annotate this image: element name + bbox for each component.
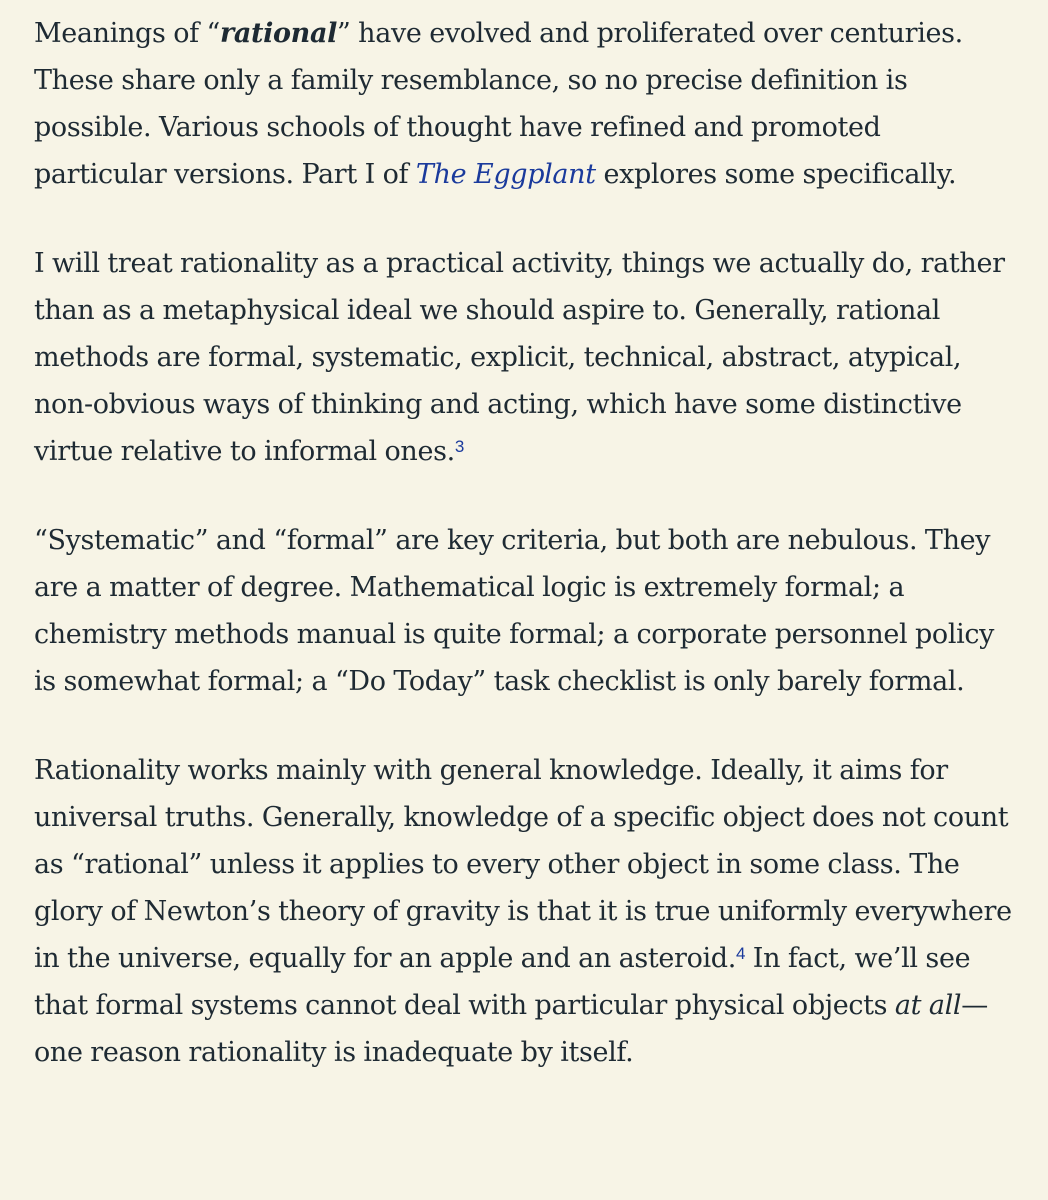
p2-text: I will treat rationality as a practical activity, things we actually do, rather than as a metaphysical ideal we should aspire to. Generally, rational methods are formal, systematic, explicit, technical, abstract, atypical, non-obvious ways of thinking and acting, which have some distinctive virtue relative to informal ones. (34, 248, 1005, 467)
paragraph-meanings-of-rational (34, 10, 1012, 198)
p4-lead-text: Rationality works mainly with general knowledge. Ideally, it aims for universal truths. Generally, knowledge of a specific object does not count as “rational” unless it applies to every other object in some class. The glory of Newton’s theory of gravity is that it is true uniformly everywhere in the universe, equally for an apple and an asteroid. (34, 755, 1012, 974)
p3-text: “Systematic” and “formal” are key criteria, but both are nebulous. They are a matter of degree. Mathematical logic is extremely formal; a chemistry methods manual is quite formal; a corporate personnel policy is somewhat formal; a “Do Today” task checklist is only barely formal. (34, 525, 995, 697)
paragraph-practical-activity (34, 240, 1012, 475)
p1-lead-text: Meanings of “ (34, 18, 220, 49)
p1-tail-text: explores some specifically. (595, 159, 957, 190)
footnote-3-link[interactable]: 3 (454, 437, 464, 456)
rational-emphasis: rational (219, 18, 337, 49)
footnote-4-link[interactable]: 4 (735, 944, 746, 963)
paragraph-systematic-formal (34, 517, 1012, 705)
paragraph-general-knowledge (34, 747, 1012, 1076)
p4-body-text: In fact, we’ll see that formal systems cannot deal with particular physical objects (34, 943, 971, 1021)
p1-body-text: ” have evolved and proliferated over centuries. These share only a family resemblance, so no precise definition is possible. Various schools of thought have refined and promoted particular versions. Part I of (34, 18, 963, 190)
p4-tail-text: —one reason rationality is inadequate by itself. (34, 990, 988, 1068)
the-eggplant-link[interactable]: The Eggplant (415, 159, 596, 190)
at-all-emphasis: at all (894, 990, 962, 1021)
